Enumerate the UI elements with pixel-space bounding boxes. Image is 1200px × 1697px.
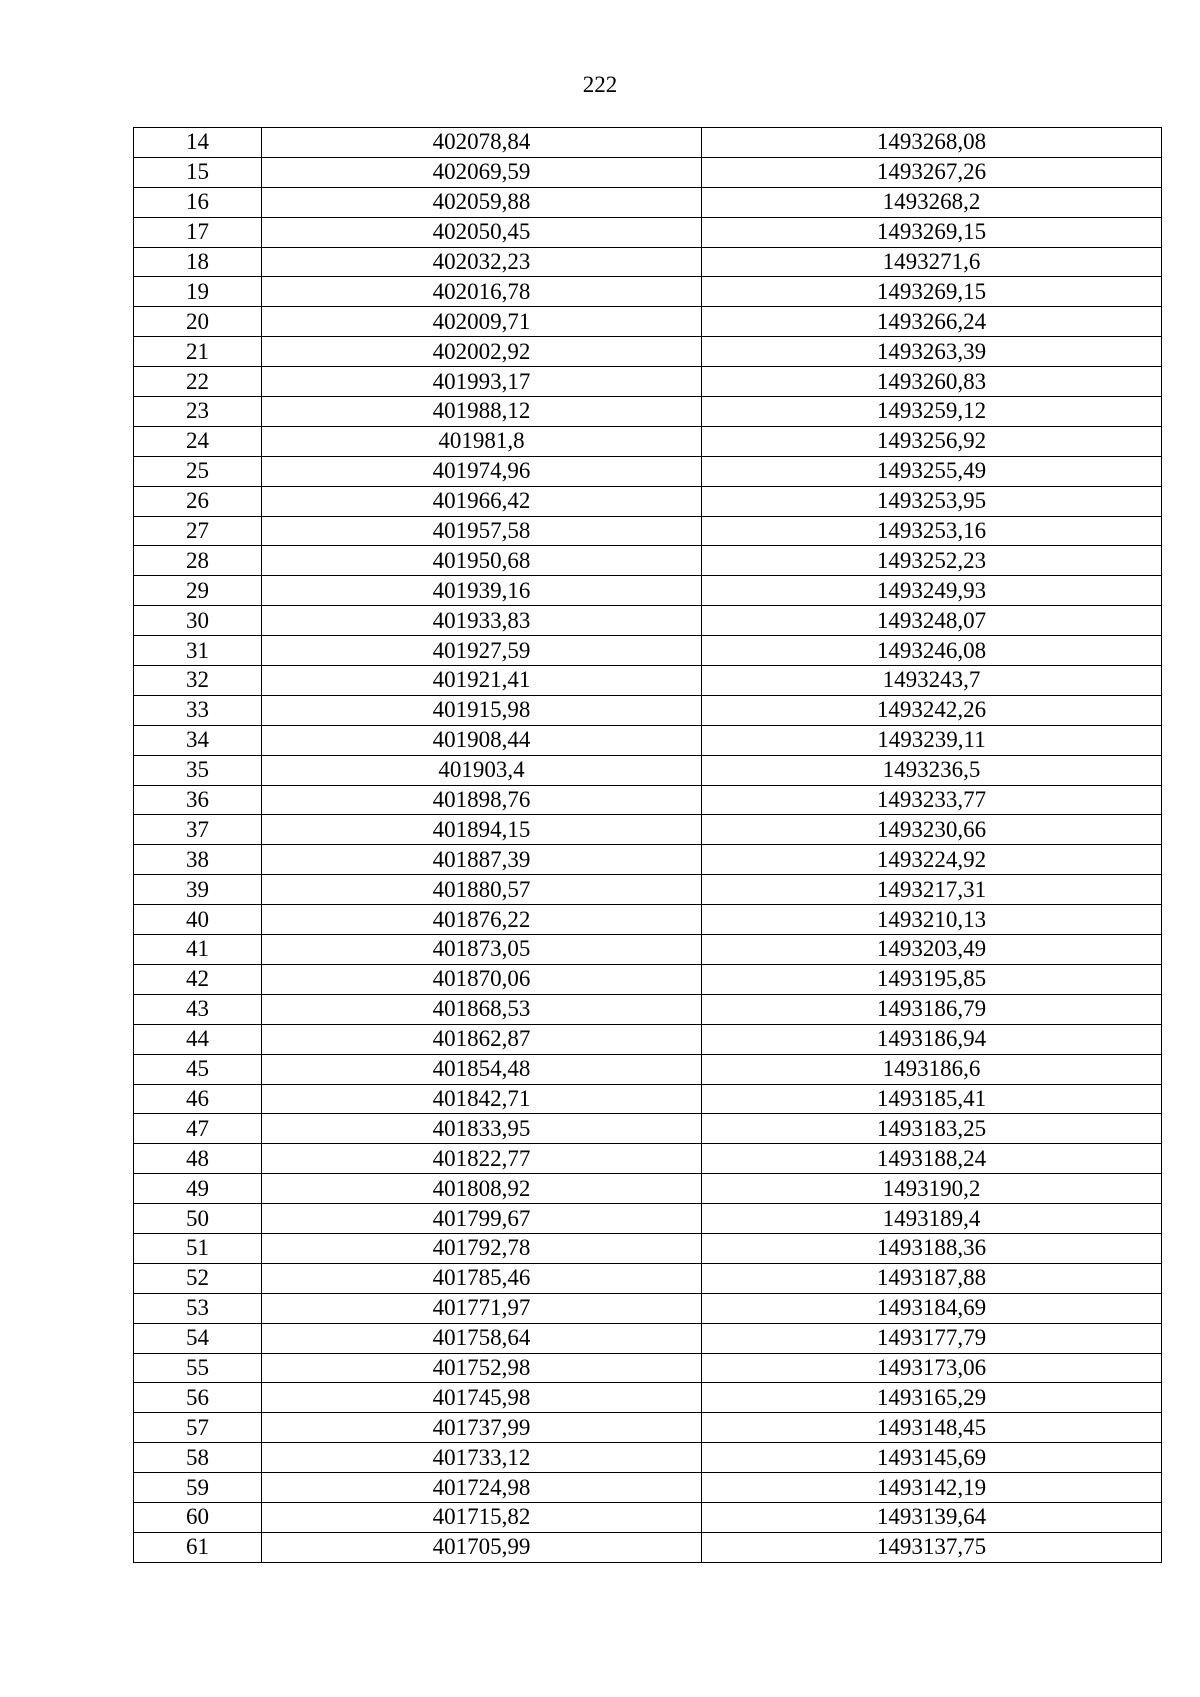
x-coordinate-cell: 401715,82 bbox=[262, 1502, 702, 1532]
table-row bbox=[134, 785, 1162, 815]
y-coordinate-cell: 1493142,19 bbox=[702, 1473, 1162, 1503]
table-row bbox=[134, 1532, 1162, 1562]
point-number-cell: 46 bbox=[134, 1084, 262, 1114]
point-number-cell: 38 bbox=[134, 845, 262, 875]
table-row bbox=[134, 636, 1162, 666]
x-coordinate-cell: 402050,45 bbox=[262, 217, 702, 247]
y-coordinate-cell: 1493224,92 bbox=[702, 845, 1162, 875]
point-number-cell: 47 bbox=[134, 1114, 262, 1144]
table-row bbox=[134, 606, 1162, 636]
y-coordinate-cell: 1493195,85 bbox=[702, 964, 1162, 994]
x-coordinate-cell: 401974,96 bbox=[262, 456, 702, 486]
point-number-cell: 31 bbox=[134, 636, 262, 666]
table-row bbox=[134, 1054, 1162, 1084]
point-number-cell: 54 bbox=[134, 1323, 262, 1353]
point-number-cell: 30 bbox=[134, 606, 262, 636]
y-coordinate-cell: 1493266,24 bbox=[702, 307, 1162, 337]
y-coordinate-cell: 1493137,75 bbox=[702, 1532, 1162, 1562]
table-row bbox=[134, 247, 1162, 277]
table-row bbox=[134, 1084, 1162, 1114]
y-coordinate-cell: 1493271,6 bbox=[702, 247, 1162, 277]
point-number-cell: 61 bbox=[134, 1532, 262, 1562]
y-coordinate-cell: 1493145,69 bbox=[702, 1443, 1162, 1473]
x-coordinate-cell: 401752,98 bbox=[262, 1353, 702, 1383]
table-row bbox=[134, 486, 1162, 516]
x-coordinate-cell: 401771,97 bbox=[262, 1293, 702, 1323]
table-row bbox=[134, 217, 1162, 247]
table-row bbox=[134, 1502, 1162, 1532]
point-number-cell: 35 bbox=[134, 755, 262, 785]
point-number-cell: 40 bbox=[134, 905, 262, 935]
point-number-cell: 56 bbox=[134, 1383, 262, 1413]
y-coordinate-cell: 1493249,93 bbox=[702, 576, 1162, 606]
table-row bbox=[134, 157, 1162, 187]
y-coordinate-cell: 1493217,31 bbox=[702, 875, 1162, 905]
point-number-cell: 15 bbox=[134, 157, 262, 187]
y-coordinate-cell: 1493186,79 bbox=[702, 994, 1162, 1024]
point-number-cell: 20 bbox=[134, 307, 262, 337]
x-coordinate-cell: 401981,8 bbox=[262, 426, 702, 456]
point-number-cell: 41 bbox=[134, 935, 262, 965]
x-coordinate-cell: 401799,67 bbox=[262, 1204, 702, 1234]
y-coordinate-cell: 1493233,77 bbox=[702, 785, 1162, 815]
table-row bbox=[134, 576, 1162, 606]
y-coordinate-cell: 1493269,15 bbox=[702, 217, 1162, 247]
y-coordinate-cell: 1493248,07 bbox=[702, 606, 1162, 636]
table-row bbox=[134, 815, 1162, 845]
point-number-cell: 51 bbox=[134, 1233, 262, 1263]
table-row bbox=[134, 1174, 1162, 1204]
y-coordinate-cell: 1493260,83 bbox=[702, 367, 1162, 397]
y-coordinate-cell: 1493165,29 bbox=[702, 1383, 1162, 1413]
point-number-cell: 44 bbox=[134, 1024, 262, 1054]
y-coordinate-cell: 1493187,88 bbox=[702, 1263, 1162, 1293]
table-row bbox=[134, 456, 1162, 486]
x-coordinate-cell: 401745,98 bbox=[262, 1383, 702, 1413]
table-row bbox=[134, 1473, 1162, 1503]
y-coordinate-cell: 1493242,26 bbox=[702, 695, 1162, 725]
point-number-cell: 49 bbox=[134, 1174, 262, 1204]
x-coordinate-cell: 401822,77 bbox=[262, 1144, 702, 1174]
table-row bbox=[134, 1114, 1162, 1144]
coordinates-table bbox=[133, 127, 1162, 1563]
point-number-cell: 34 bbox=[134, 725, 262, 755]
point-number-cell: 39 bbox=[134, 875, 262, 905]
x-coordinate-cell: 401993,17 bbox=[262, 367, 702, 397]
table-row bbox=[134, 666, 1162, 696]
page-number: 222 bbox=[582, 72, 618, 97]
point-number-cell: 36 bbox=[134, 785, 262, 815]
x-coordinate-cell: 401957,58 bbox=[262, 516, 702, 546]
point-number-cell: 60 bbox=[134, 1502, 262, 1532]
y-coordinate-cell: 1493263,39 bbox=[702, 337, 1162, 367]
x-coordinate-cell: 401862,87 bbox=[262, 1024, 702, 1054]
x-coordinate-cell: 401833,95 bbox=[262, 1114, 702, 1144]
y-coordinate-cell: 1493253,95 bbox=[702, 486, 1162, 516]
point-number-cell: 59 bbox=[134, 1473, 262, 1503]
point-number-cell: 52 bbox=[134, 1263, 262, 1293]
point-number-cell: 33 bbox=[134, 695, 262, 725]
table-row bbox=[134, 1413, 1162, 1443]
x-coordinate-cell: 401887,39 bbox=[262, 845, 702, 875]
table-row bbox=[134, 1144, 1162, 1174]
x-coordinate-cell: 401737,99 bbox=[262, 1413, 702, 1443]
table-row bbox=[134, 1293, 1162, 1323]
point-number-cell: 17 bbox=[134, 217, 262, 247]
table-row bbox=[134, 426, 1162, 456]
y-coordinate-cell: 1493177,79 bbox=[702, 1323, 1162, 1353]
y-coordinate-cell: 1493139,64 bbox=[702, 1502, 1162, 1532]
table-row bbox=[134, 905, 1162, 935]
point-number-cell: 14 bbox=[134, 128, 262, 158]
y-coordinate-cell: 1493185,41 bbox=[702, 1084, 1162, 1114]
y-coordinate-cell: 1493246,08 bbox=[702, 636, 1162, 666]
point-number-cell: 26 bbox=[134, 486, 262, 516]
x-coordinate-cell: 402009,71 bbox=[262, 307, 702, 337]
table-row bbox=[134, 546, 1162, 576]
x-coordinate-cell: 401724,98 bbox=[262, 1473, 702, 1503]
x-coordinate-cell: 401927,59 bbox=[262, 636, 702, 666]
y-coordinate-cell: 1493203,49 bbox=[702, 935, 1162, 965]
y-coordinate-cell: 1493190,2 bbox=[702, 1174, 1162, 1204]
table-row bbox=[134, 875, 1162, 905]
point-number-cell: 55 bbox=[134, 1353, 262, 1383]
x-coordinate-cell: 401785,46 bbox=[262, 1263, 702, 1293]
y-coordinate-cell: 1493267,26 bbox=[702, 157, 1162, 187]
point-number-cell: 50 bbox=[134, 1204, 262, 1234]
table-row bbox=[134, 994, 1162, 1024]
y-coordinate-cell: 1493184,69 bbox=[702, 1293, 1162, 1323]
y-coordinate-cell: 1493186,6 bbox=[702, 1054, 1162, 1084]
x-coordinate-cell: 401915,98 bbox=[262, 695, 702, 725]
point-number-cell: 23 bbox=[134, 397, 262, 427]
point-number-cell: 29 bbox=[134, 576, 262, 606]
x-coordinate-cell: 402078,84 bbox=[262, 128, 702, 158]
point-number-cell: 48 bbox=[134, 1144, 262, 1174]
x-coordinate-cell: 402016,78 bbox=[262, 277, 702, 307]
y-coordinate-cell: 1493255,49 bbox=[702, 456, 1162, 486]
table-row bbox=[134, 1263, 1162, 1293]
table-row bbox=[134, 277, 1162, 307]
table-row bbox=[134, 1443, 1162, 1473]
point-number-cell: 43 bbox=[134, 994, 262, 1024]
point-number-cell: 45 bbox=[134, 1054, 262, 1084]
y-coordinate-cell: 1493252,23 bbox=[702, 546, 1162, 576]
table-row bbox=[134, 964, 1162, 994]
x-coordinate-cell: 401705,99 bbox=[262, 1532, 702, 1562]
point-number-cell: 32 bbox=[134, 666, 262, 696]
x-coordinate-cell: 401854,48 bbox=[262, 1054, 702, 1084]
x-coordinate-cell: 402002,92 bbox=[262, 337, 702, 367]
table-row bbox=[134, 397, 1162, 427]
x-coordinate-cell: 402032,23 bbox=[262, 247, 702, 277]
x-coordinate-cell: 401873,05 bbox=[262, 935, 702, 965]
x-coordinate-cell: 401792,78 bbox=[262, 1233, 702, 1263]
y-coordinate-cell: 1493268,2 bbox=[702, 187, 1162, 217]
coordinates-table-body bbox=[134, 128, 1162, 1563]
point-number-cell: 22 bbox=[134, 367, 262, 397]
y-coordinate-cell: 1493269,15 bbox=[702, 277, 1162, 307]
x-coordinate-cell: 401950,68 bbox=[262, 546, 702, 576]
point-number-cell: 53 bbox=[134, 1293, 262, 1323]
point-number-cell: 57 bbox=[134, 1413, 262, 1443]
y-coordinate-cell: 1493189,4 bbox=[702, 1204, 1162, 1234]
y-coordinate-cell: 1493188,36 bbox=[702, 1233, 1162, 1263]
table-row bbox=[134, 1353, 1162, 1383]
x-coordinate-cell: 401939,16 bbox=[262, 576, 702, 606]
table-row bbox=[134, 1323, 1162, 1353]
y-coordinate-cell: 1493236,5 bbox=[702, 755, 1162, 785]
x-coordinate-cell: 401733,12 bbox=[262, 1443, 702, 1473]
table-row bbox=[134, 128, 1162, 158]
table-row bbox=[134, 935, 1162, 965]
y-coordinate-cell: 1493253,16 bbox=[702, 516, 1162, 546]
x-coordinate-cell: 401966,42 bbox=[262, 486, 702, 516]
x-coordinate-cell: 401903,4 bbox=[262, 755, 702, 785]
table-row bbox=[134, 1233, 1162, 1263]
y-coordinate-cell: 1493183,25 bbox=[702, 1114, 1162, 1144]
x-coordinate-cell: 401894,15 bbox=[262, 815, 702, 845]
point-number-cell: 24 bbox=[134, 426, 262, 456]
table-row bbox=[134, 845, 1162, 875]
x-coordinate-cell: 401898,76 bbox=[262, 785, 702, 815]
y-coordinate-cell: 1493256,92 bbox=[702, 426, 1162, 456]
x-coordinate-cell: 401921,41 bbox=[262, 666, 702, 696]
y-coordinate-cell: 1493243,7 bbox=[702, 666, 1162, 696]
table-row bbox=[134, 1024, 1162, 1054]
table-row bbox=[134, 337, 1162, 367]
x-coordinate-cell: 402069,59 bbox=[262, 157, 702, 187]
table-row bbox=[134, 725, 1162, 755]
table-row bbox=[134, 755, 1162, 785]
point-number-cell: 42 bbox=[134, 964, 262, 994]
table-row bbox=[134, 516, 1162, 546]
table-row bbox=[134, 367, 1162, 397]
x-coordinate-cell: 401758,64 bbox=[262, 1323, 702, 1353]
x-coordinate-cell: 401908,44 bbox=[262, 725, 702, 755]
y-coordinate-cell: 1493268,08 bbox=[702, 128, 1162, 158]
y-coordinate-cell: 1493188,24 bbox=[702, 1144, 1162, 1174]
point-number-cell: 19 bbox=[134, 277, 262, 307]
x-coordinate-cell: 401988,12 bbox=[262, 397, 702, 427]
y-coordinate-cell: 1493210,13 bbox=[702, 905, 1162, 935]
table-row bbox=[134, 1383, 1162, 1413]
table-row bbox=[134, 695, 1162, 725]
point-number-cell: 25 bbox=[134, 456, 262, 486]
x-coordinate-cell: 401880,57 bbox=[262, 875, 702, 905]
x-coordinate-cell: 402059,88 bbox=[262, 187, 702, 217]
x-coordinate-cell: 401842,71 bbox=[262, 1084, 702, 1114]
table-row bbox=[134, 1204, 1162, 1234]
table-row bbox=[134, 307, 1162, 337]
x-coordinate-cell: 401808,92 bbox=[262, 1174, 702, 1204]
point-number-cell: 18 bbox=[134, 247, 262, 277]
table-row bbox=[134, 187, 1162, 217]
x-coordinate-cell: 401870,06 bbox=[262, 964, 702, 994]
x-coordinate-cell: 401933,83 bbox=[262, 606, 702, 636]
point-number-cell: 16 bbox=[134, 187, 262, 217]
point-number-cell: 27 bbox=[134, 516, 262, 546]
x-coordinate-cell: 401868,53 bbox=[262, 994, 702, 1024]
y-coordinate-cell: 1493148,45 bbox=[702, 1413, 1162, 1443]
y-coordinate-cell: 1493259,12 bbox=[702, 397, 1162, 427]
y-coordinate-cell: 1493239,11 bbox=[702, 725, 1162, 755]
point-number-cell: 28 bbox=[134, 546, 262, 576]
x-coordinate-cell: 401876,22 bbox=[262, 905, 702, 935]
y-coordinate-cell: 1493230,66 bbox=[702, 815, 1162, 845]
y-coordinate-cell: 1493173,06 bbox=[702, 1353, 1162, 1383]
point-number-cell: 37 bbox=[134, 815, 262, 845]
y-coordinate-cell: 1493186,94 bbox=[702, 1024, 1162, 1054]
point-number-cell: 58 bbox=[134, 1443, 262, 1473]
point-number-cell: 21 bbox=[134, 337, 262, 367]
